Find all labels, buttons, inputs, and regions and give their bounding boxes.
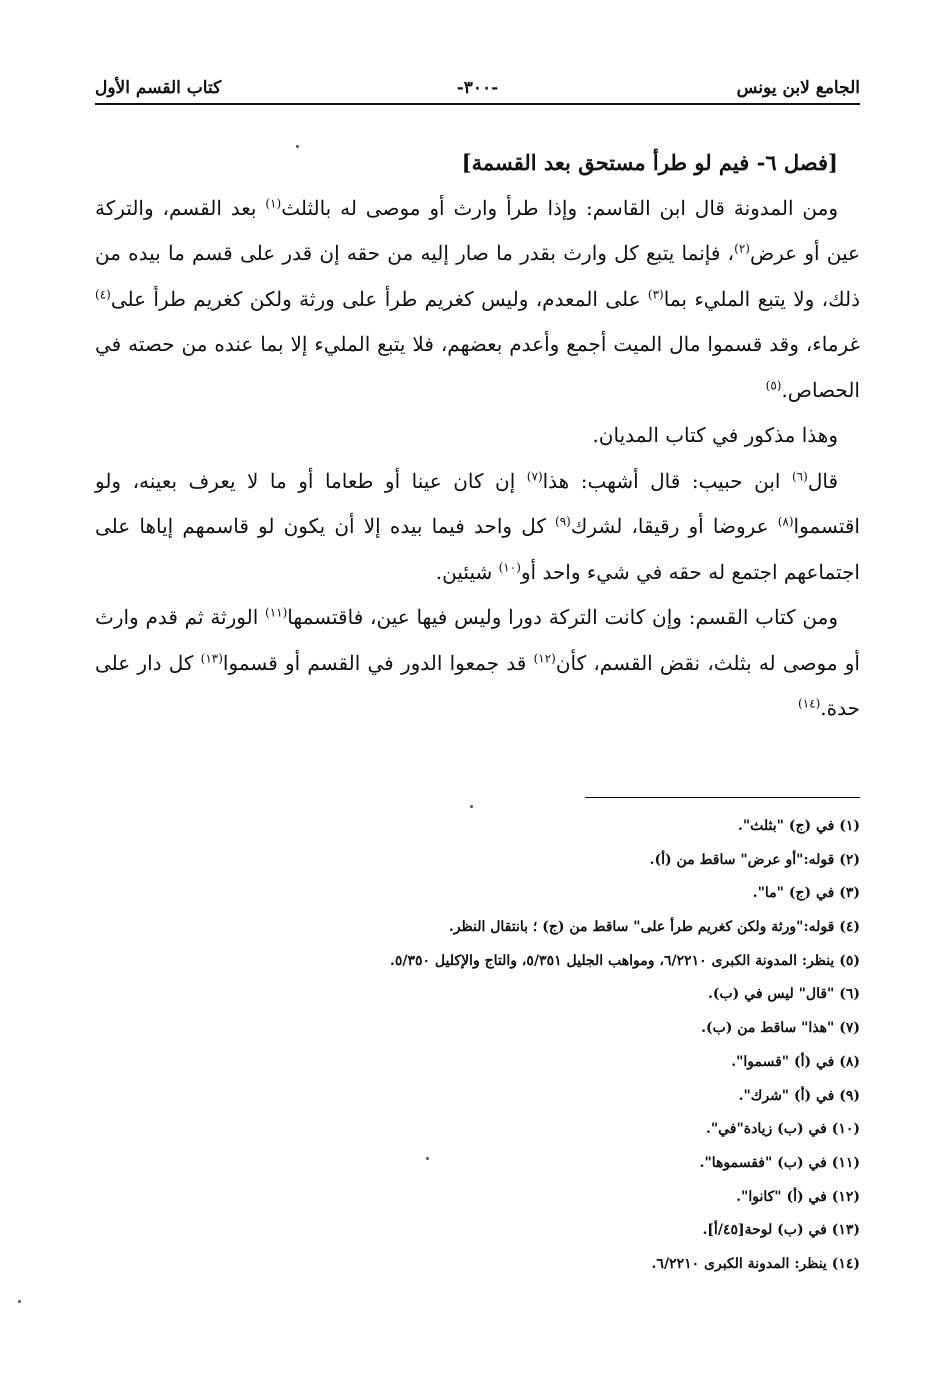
header-book-title: الجامع لابن يونس (736, 78, 860, 98)
footnote-separator (585, 797, 860, 798)
footnote-item: (٦) "قال" ليس في (ب). (708, 986, 860, 1003)
footnote-item: (١٣) في (ب) لوحة[٤٥/أ]. (702, 1222, 860, 1239)
paragraph-text: شيئين. (435, 559, 499, 584)
scan-speck (18, 1300, 21, 1303)
footnotes (95, 810, 860, 1282)
header-rule (95, 103, 860, 105)
footnote-ref: (٨) (777, 514, 794, 529)
footnote-ref: (٦) (791, 468, 808, 483)
paragraph-text: ومن المدونة قال ابن القاسم: وإذا طرأ وارث أو موصى له بالثلث (281, 195, 838, 220)
footnote-ref: (١٣) (200, 650, 223, 665)
footnote-ref: (٩) (555, 514, 571, 529)
paragraph-text: الورثة ثم قدم وارث أو موصى له بثلث، نقض القسم، كأن (95, 605, 860, 675)
paragraph-text: كل واحد فيما بيده إلا أن يكون لو قاسمهم إياها على اجتماعهم اجتمع له حقه في شيء واحد أو (95, 514, 860, 584)
footnote-ref: (١١) (265, 605, 288, 620)
footnote-item: (٧) "هذا" ساقط من (ب). (701, 1020, 860, 1037)
paragraph-text: بعد القسم، والتركة عين أو عرض (95, 195, 860, 265)
page-number: -٣٠٠- (456, 78, 499, 98)
footnote-ref: (١٢) (533, 650, 556, 665)
footnote-item: (١٠) في (ب) زيادة"في". (705, 1121, 860, 1138)
paragraph-text: قال (807, 468, 838, 493)
scan-speck (426, 1157, 429, 1160)
footnote-ref: (١٤) (798, 696, 821, 711)
paragraph-3 (95, 459, 860, 596)
footnote-item: (٤) قوله:"ورثة ولكن كغريم طرأ على" ساقط من (ج) ؛ بانتقال النظر. (448, 919, 860, 936)
paragraph-4 (95, 595, 860, 732)
footnote-ref: (٣) (647, 286, 664, 301)
footnote-item: (١٢) في (أ) "كانوا". (736, 1188, 860, 1205)
paragraph-text: قد جمعوا الدور في القسم أو قسموا (222, 650, 534, 675)
paragraph-2 (95, 413, 860, 459)
paragraph-text: ومن كتاب القسم: وإن كانت التركة دورا وليس فيها عين، فاقتسمها (287, 605, 838, 629)
running-header (95, 78, 860, 106)
paragraph-text: وهذا مذكور في كتاب المديان. (592, 423, 838, 447)
header-section-title: كتاب القسم الأول (95, 78, 222, 98)
paragraph-text: ، فإنما يتبع كل وارث بقدر ما صار إليه من حقه إن قدر على قسم ما بيده من ذلك، ولا يتبع المليء بما (95, 241, 860, 311)
footnote-ref: (١٠) (498, 559, 521, 574)
paragraph-text: كل دار على حدة. (95, 650, 860, 720)
paragraph-text: غرماء، وقد قسموا مال الميت أجمع وأعدم بعضهم، فلا يتبع المليء إلا بما عنده من حصته في الحصاص. (95, 332, 860, 402)
scan-speck (470, 805, 473, 808)
footnote-ref: (١) (265, 195, 282, 210)
footnote-ref: (٧) (526, 468, 543, 483)
footnote-item: (١) في (ج) "بثلث". (737, 818, 860, 834)
paragraph-text: على المعدم، وليس كغريم طرأ على ورثة ولكن كغريم طرأ على (110, 286, 648, 311)
footnote-item: (١٤) ينظر: المدونة الكبرى ٦/٢٢١٠. (651, 1255, 860, 1272)
footnote-ref: (٢) (734, 241, 750, 256)
paragraph-text: عروضا أو رقيقا، لشرك (570, 514, 778, 538)
footnote-ref: (٥) (765, 377, 782, 392)
paragraph-1 (95, 186, 860, 414)
paragraph-text: ابن حبيب: قال أشهب: هذا (542, 468, 792, 493)
footnote-item: (١١) في (ب) "فقسموها". (699, 1154, 860, 1171)
footnote-item: (٥) ينظر: المدونة الكبرى ٦/٢٢١٠، ومواهب الجليل ٥/٣٥١، والتاج والإكليل ٥/٣٥٠. (389, 952, 860, 969)
paragraph-text: إن كان عينا أو طعاما أو ما لا يعرف بعينه، ولو اقتسموا (95, 468, 860, 538)
footnote-item: (٣) في (ج) "ما". (752, 885, 860, 902)
footnote-item: (٨) في (أ) "قسموا". (731, 1053, 860, 1070)
section-heading: [فصل ٦- فيم لو طرأ مستحق بعد القسمة] (461, 150, 838, 175)
footnote-item: (٢) قوله:"أو عرض" ساقط من (أ). (649, 851, 860, 868)
footnote-ref: (٤) (95, 286, 111, 301)
scan-speck (296, 145, 299, 148)
main-text (95, 140, 860, 732)
footnote-item: (٩) في (أ) "شرك". (738, 1087, 860, 1104)
